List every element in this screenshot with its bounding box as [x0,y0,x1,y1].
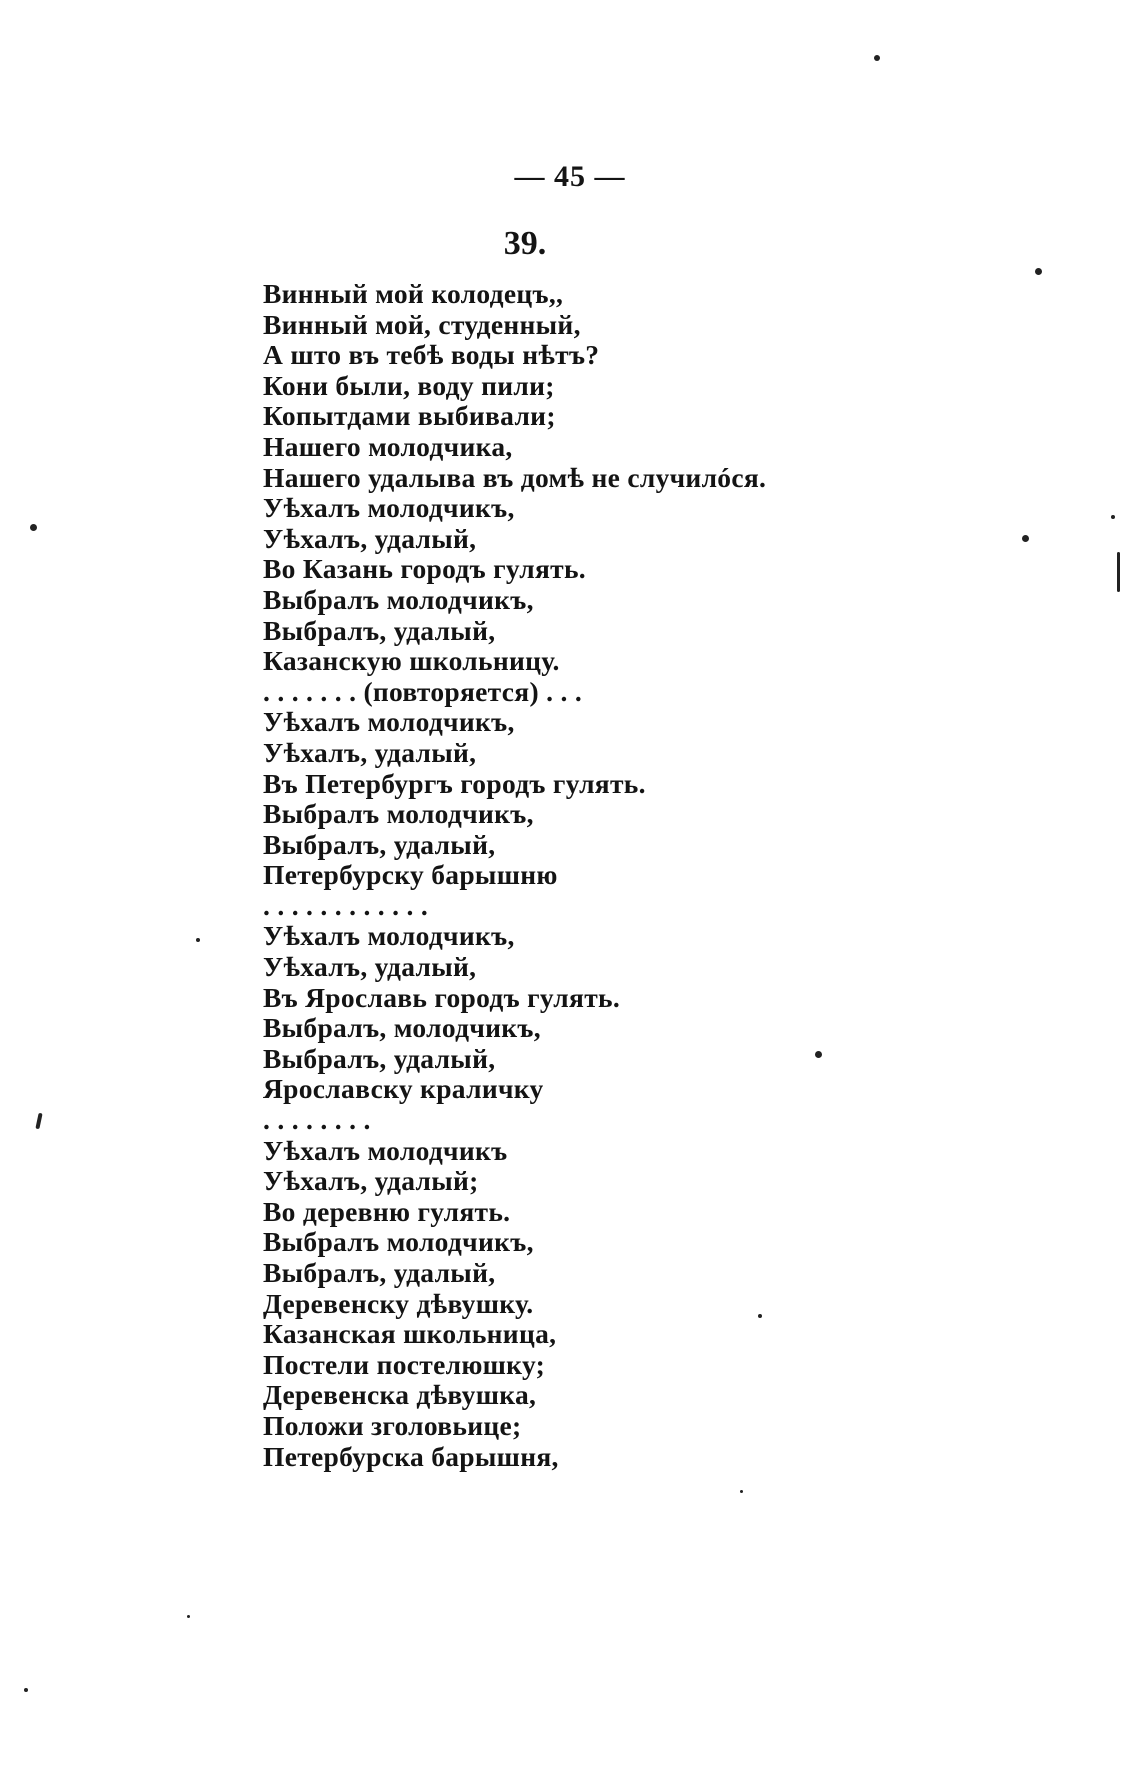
poem-line: Уѣхалъ, удалый; [263,1165,479,1197]
scan-speck [35,1113,42,1129]
poem-line: Уѣхалъ молодчикъ, [263,706,515,738]
scan-speck [1022,535,1029,542]
poem-line: Уѣхалъ, удалый, [263,522,477,554]
poem-line: Нашего удалыва въ домѣ не случилóся. [263,461,767,493]
poem-line: Нашего молодчика, [263,430,513,462]
poem-line: Постели постелюшку; [263,1348,546,1380]
poem-line: . . . . . . . . [263,1104,371,1136]
poem-line: Копытдами выбивали; [263,400,556,432]
poem-line: Петербурску барышню [263,859,558,891]
poem-line: Выбралъ, удалый, [263,1042,496,1074]
scan-speck [1035,268,1042,275]
scan-speck [30,524,37,531]
poem-line: Казанскую школьницу. [263,645,560,677]
poem-line: Деревенску дѣвушку. [263,1287,534,1319]
poem-line: Петербурска барышня, [263,1440,559,1472]
poem-line: Выбралъ молодчикъ, [263,583,534,615]
poem-line: . . . . . . . . . . . . [263,889,429,921]
poem-line: Въ Петербургъ городъ гулять. [263,767,646,799]
poem-line: . . . . . . . (повторяется) . . . [263,675,582,707]
scan-speck [815,1051,822,1058]
poem-line: Въ Ярославь городъ гулять. [263,981,621,1013]
poem-line: Во Казань городъ гулять. [263,553,586,585]
poem-line: Винный мой, студенный, [263,308,581,340]
poem-line: Уѣхалъ молодчикъ, [263,492,515,524]
poem-line: Казанская школьница, [263,1318,557,1350]
poem-line: Во деревню гулять. [263,1195,511,1227]
poem-line: Выбралъ, удалый, [263,1257,496,1288]
scan-speck [740,1490,743,1493]
scan-speck [24,1688,28,1692]
poem-line: Уѣхалъ, удалый, [263,951,477,983]
scan-speck [187,1615,190,1618]
scan-speck [196,938,200,942]
poem-line: Уѣхалъ молодчикъ, [263,920,515,952]
scan-speck [1117,552,1120,592]
poem-line: Ярославску краличку [263,1073,544,1105]
poem-line: Выбралъ, удалый, [263,614,496,646]
scan-speck [1111,515,1115,519]
scan-speck [758,1314,762,1318]
poem-line: Деревенска дѣвушка, [263,1379,537,1411]
poem-text [263,279,1023,1472]
poem-line: Винный мой колодецъ,, [263,278,564,309]
poem-line: Уѣхалъ молодчикъ [263,1134,508,1166]
poem-line: Выбралъ, молодчикъ, [263,1012,541,1044]
scan-speck [874,55,880,61]
poem-line: Кони были, воду пили; [263,369,555,401]
poem-line: Уѣхалъ, удалый, [263,736,477,768]
poem-line: Выбралъ молодчикъ, [263,798,534,830]
poem-line: Выбралъ молодчикъ, [263,1226,534,1258]
poem-line: А што въ тебѣ воды нѣтъ? [263,339,600,371]
song-number: 39. [503,225,547,262]
poem-line: Положи зголовьице; [263,1409,522,1441]
poem-line: Выбралъ, удалый, [263,828,496,860]
page-number: — 45 — [514,160,626,193]
